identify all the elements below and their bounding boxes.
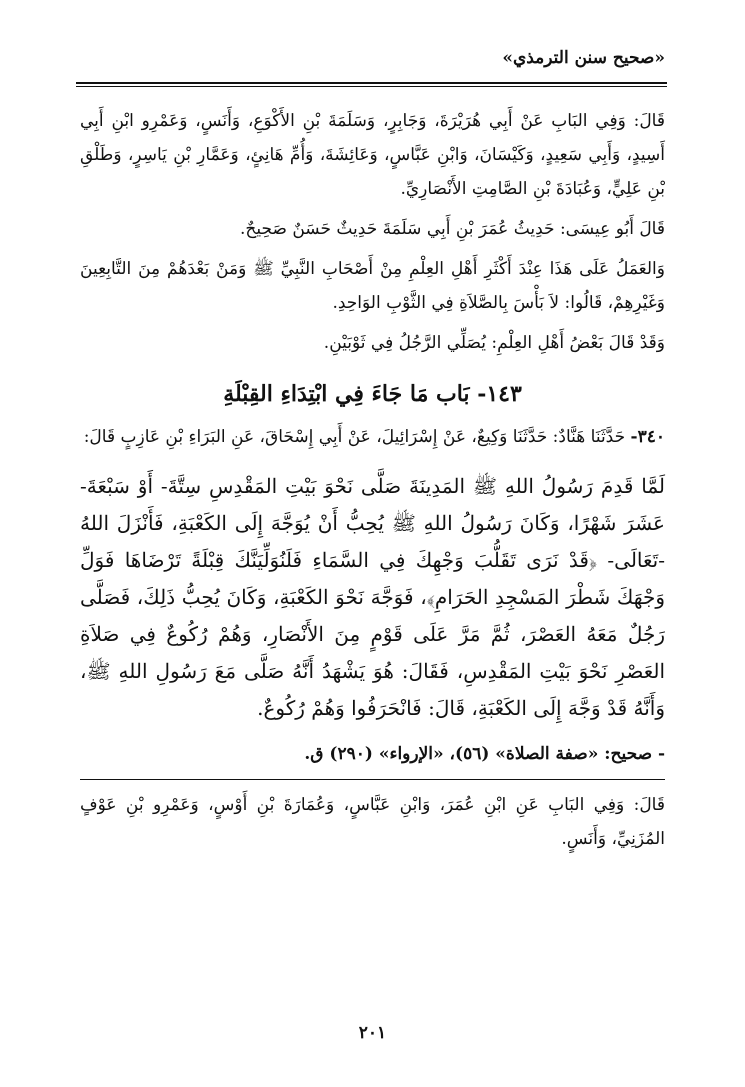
chapter-heading: ١٤٣- بَاب مَا جَاءَ فِي ابْتِدَاءِ القِبْلَةِ — [223, 381, 522, 407]
paragraph-bab-after: قَالَ: وَفِي البَابِ عَنِ ابْنِ عُمَرَ، وَابْنِ عَبَّاسٍ، وَعُمَارَةَ بْنِ أَوْسٍ، وَعَمْرِو بْنِ عَوْفٍ المُزَنِيِّ، وَأَنَسٍ. — [80, 795, 665, 849]
paragraph-practice: وَالعَمَلُ عَلَى هَذَا عِنْدَ أَكْثَرِ أَهْلِ العِلْمِ مِنْ أَصْحَابِ النَّبِيِّ ﷺ وَمَنْ بَعْدَهُمْ مِنَ التَّابِعِينَ وَغَيْرِهِمْ، قَالُوا: لاَ بَأْسَ بِالصَّلاَةِ فِي الثَّوْبِ الوَاحِدِ. — [80, 259, 665, 313]
page-number: ٢٠١ — [358, 1023, 387, 1043]
header-rule-thin — [76, 86, 667, 87]
paragraph-abu-isa-grading: قَالَ أَبُو عِيسَى: حَدِيثُ عُمَرَ بْنِ أَبِي سَلَمَةَ حَدِيثٌ حَسَنٌ صَحِيحٌ. — [240, 219, 665, 239]
running-header-title: «صحيح سنن الترمذي» — [502, 48, 665, 68]
paragraph-bab-narrators: قَالَ: وَفِي البَابِ عَنْ أَبِي هُرَيْرَةَ، وَجَابِرٍ، وَسَلَمَةَ بْنِ الأَكْوَعِ، وَأَنَسٍ، وَعَمْرِو ابْنِ أَبِي أَسِيدٍ، وَأَبِي سَعِيدٍ، وَكَيْسَانَ، وَابْنِ عَبَّاسٍ، وَعَائِشَةَ، وَأُمِّ هَانِئٍ، وَعَمَّارِ بْنِ يَاسِرٍ، وَطَلْقِ بْنِ عَلِيٍّ، وَعُبَادَةَ بْنِ الصَّامِتِ الأَنْصَارِيِّ. — [80, 111, 665, 199]
hadith-isnad — [80, 420, 665, 454]
hadith-matn: لَمَّا قَدِمَ رَسُولُ اللهِ ﷺ المَدِينَةَ صَلَّى نَحْوَ بَيْتِ المَقْدِسِ سِتَّةَ- أَوْ سَبْعَةَ- عَشَرَ شَهْرًا، وَكَانَ رَسُولُ اللهِ ﷺ يُحِبُّ أَنْ يُوَجَّهَ إِلَى الكَعْبَةِ، فَأَنْزَلَ اللهُ -تَعَالَى- ﴿قَدْ نَرَى تَقَلُّبَ وَجْهِكَ فِي السَّمَاءِ فَلَنُوَلِّيَنَّكَ قِبْلَةً تَرْضَاهَا فَوَلِّ وَجْهَكَ شَطْرَ المَسْجِدِ الحَرَامِ﴾، فَوَجَّهَ نَحْوَ الكَعْبَةِ، وَكَانَ يُحِبُّ ذَلِكَ، فَصَلَّى رَجُلٌ مَعَهُ العَصْرَ، ثُمَّ مَرَّ عَلَى قَوْمٍ مِنَ الأَنْصَارِ، وَهُمْ رُكُوعٌ فِي صَلاَةِ العَصْرِ نَحْوَ بَيْتِ المَقْدِسِ، فَقَالَ: هُوَ يَشْهَدُ أَنَّهُ صَلَّى مَعَ رَسُولِ اللهِ ﷺ، وَأَنَّهُ قَدْ وَجَّهَ إِلَى الكَعْبَةِ، قَالَ: فَانْحَرَفُوا وَهُمْ رُكُوعٌ. — [80, 474, 665, 720]
hadith-isnad-text: حَدَّثَنَا هَنَّادٌ: حَدَّثَنَا وَكِيعٌ، عَنْ إِسْرَائِيلَ، عَنْ أَبِي إِسْحَاقَ، عَنِ البَرَاءِ بْنِ عَازِبٍ قَالَ: — [83, 427, 626, 447]
header-rule — [76, 82, 667, 84]
page-body — [80, 104, 665, 856]
hadith-grade: - صحيح: «صفة الصلاة» (٥٦)، «الإرواء» (٢٩٠) ق. — [304, 744, 665, 764]
paragraph-two-garments: وَقَدْ قَالَ بَعْضُ أَهْلِ العِلْمِ: يُصَلِّي الرَّجُلُ فِي ثَوْبَيْنِ. — [323, 333, 665, 353]
grade-divider — [80, 779, 665, 780]
hadith-number: ٣٤٠- — [630, 427, 665, 447]
